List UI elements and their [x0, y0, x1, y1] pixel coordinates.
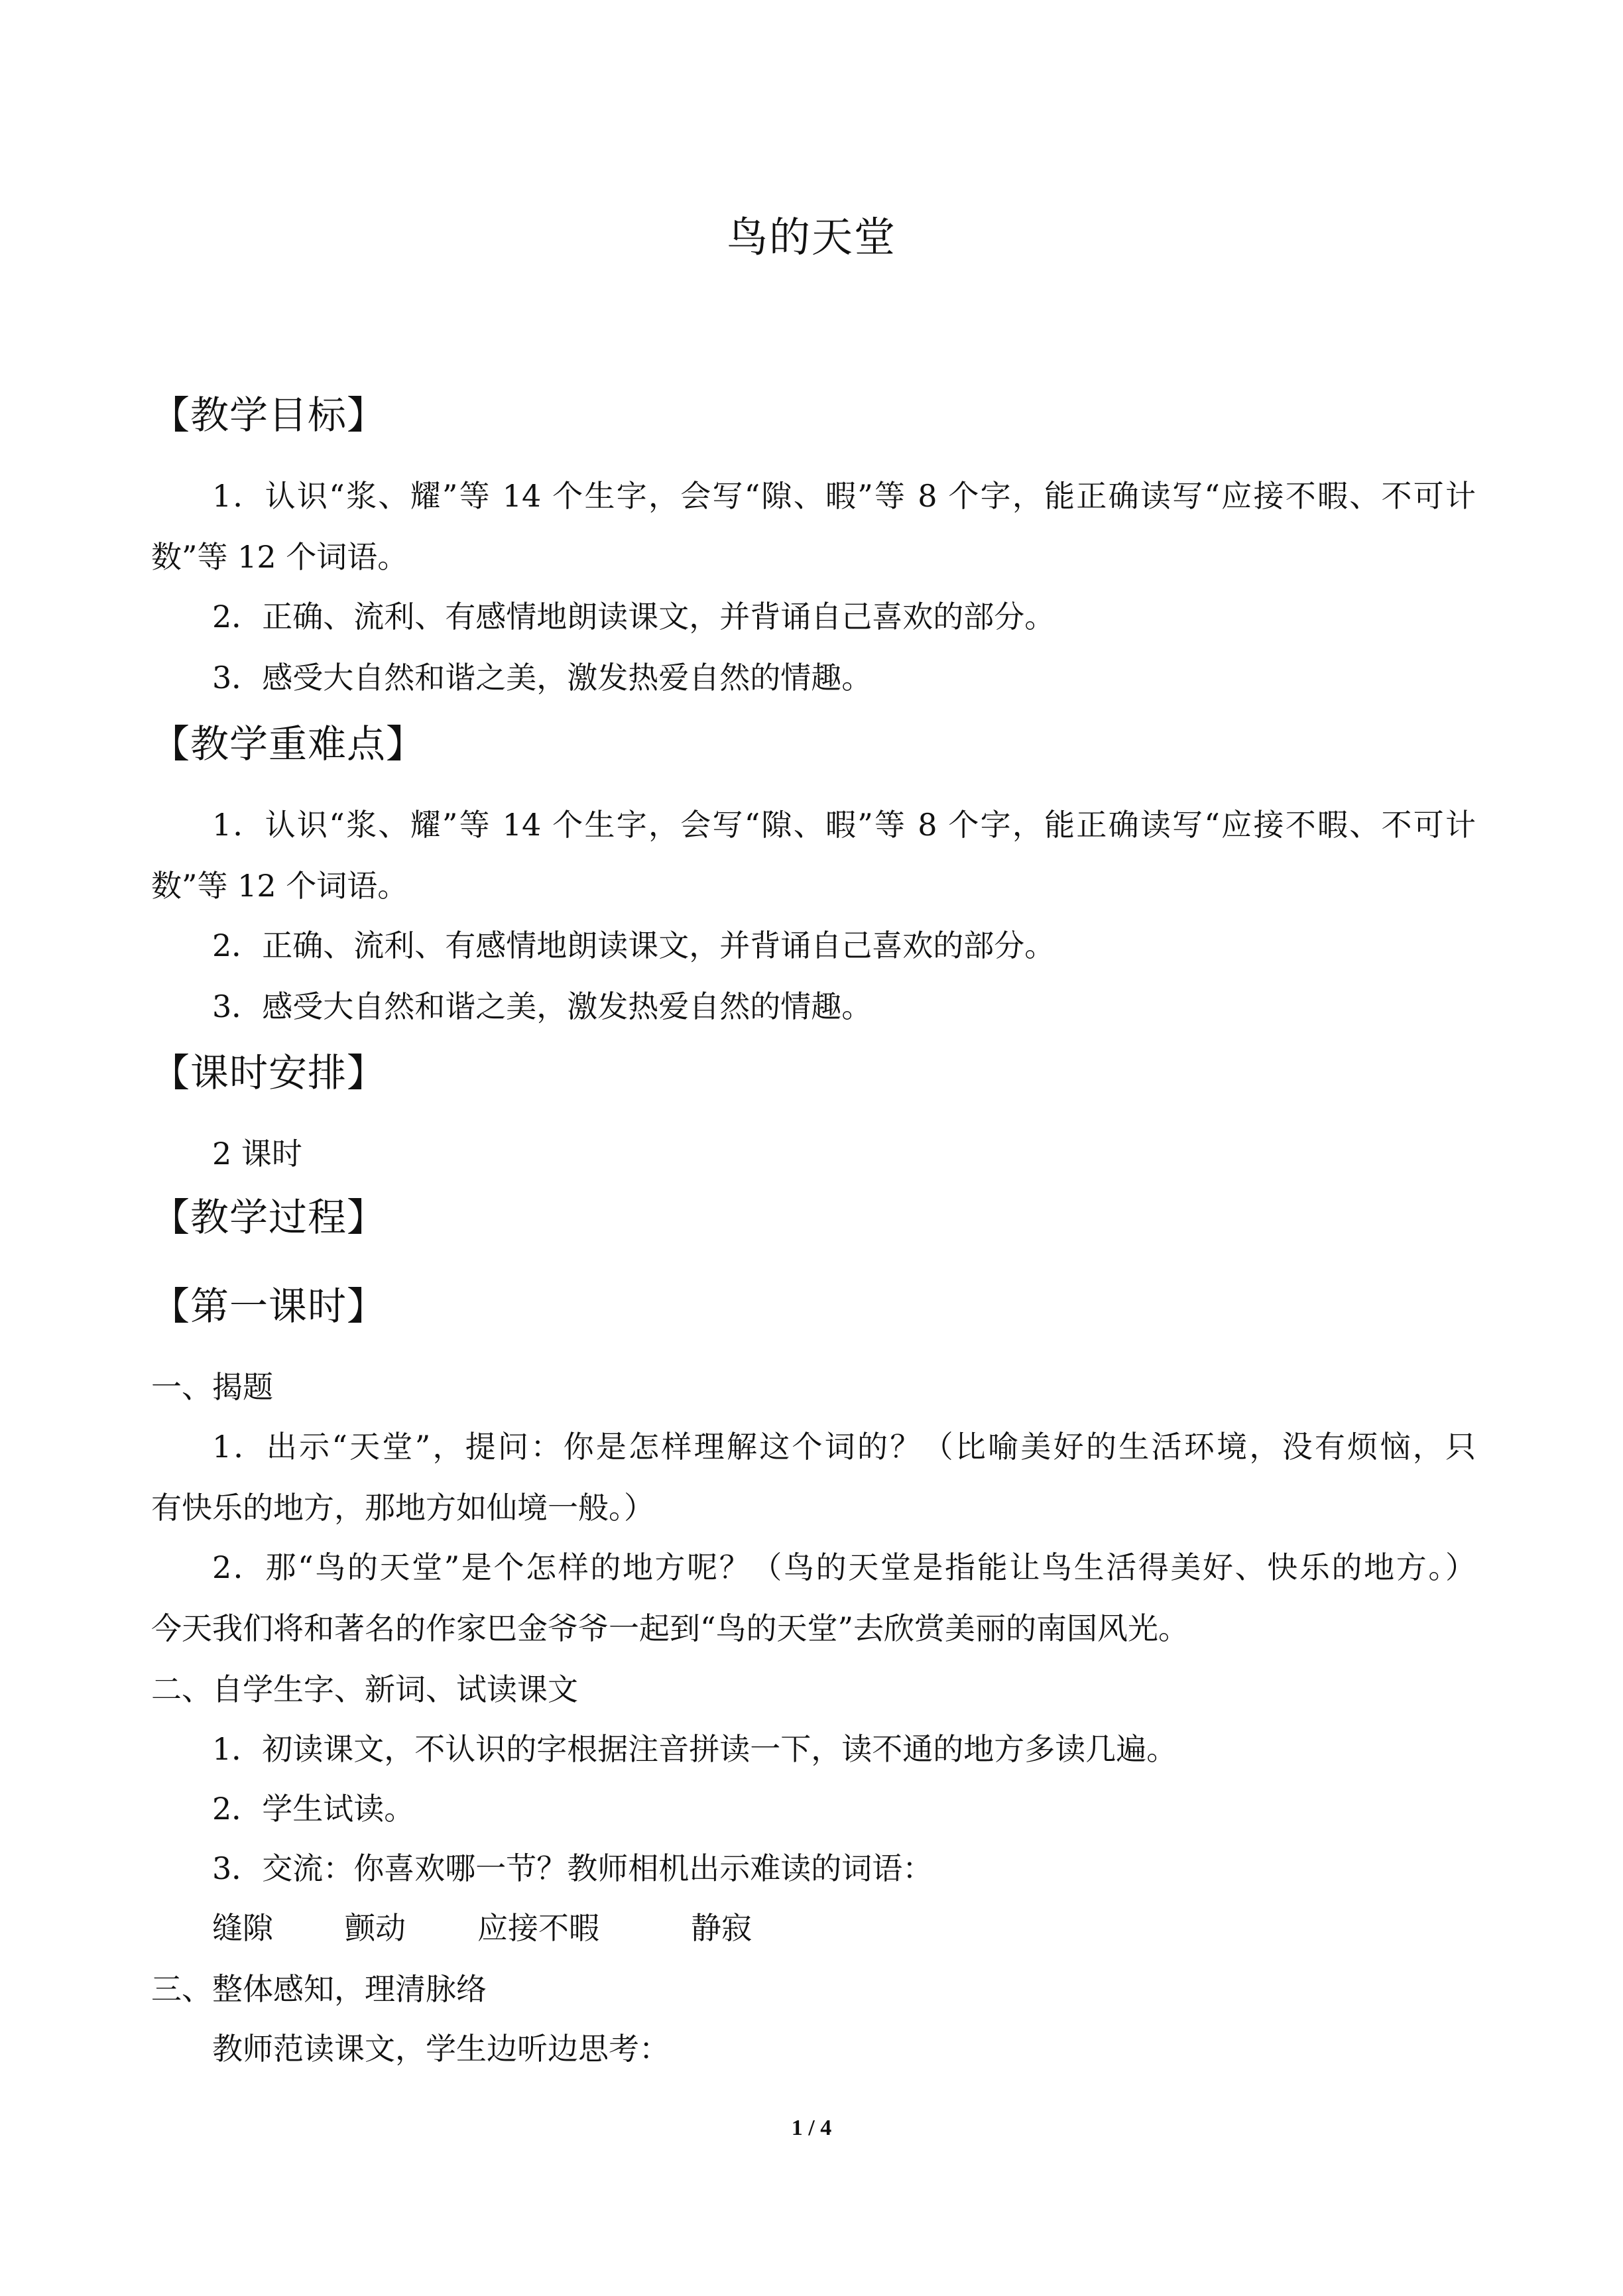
objectives-line-2: 数”等 12 个词语。: [151, 539, 408, 575]
key-points-line-4: 3．感受大自然和谐之美，激发热爱自然的情趣。: [212, 989, 872, 1024]
part2-line-2: 2．学生试读。: [212, 1791, 415, 1827]
part2-line-3: 3．交流：你喜欢哪一节？教师相机出示难读的词语：: [212, 1850, 933, 1886]
part2-line-1: 1．初读课文，不认识的字根据注音拼读一下，读不通的地方多读几遍。: [212, 1731, 1177, 1767]
part1-line-2: 有快乐的地方，那地方如仙境一般。）: [151, 1490, 654, 1526]
schedule-text: 2 课时: [212, 1136, 302, 1172]
part2-title: 二、自学生字、新词、试读课文: [151, 1671, 578, 1707]
part1-line-3: 2．那“鸟的天堂”是个怎样的地方呢？（鸟的天堂是指能让鸟生活得美好、快乐的地方。）: [212, 1549, 1476, 1585]
part3-line-1: 教师范读课文，学生边听边思考：: [212, 2031, 670, 2067]
vocab-word: 缝隙: [212, 1910, 273, 1946]
vocab-word: 颤动: [345, 1910, 406, 1946]
part1-title: 一、揭题: [151, 1369, 273, 1405]
first-lesson-heading: 【第一课时】: [151, 1284, 387, 1329]
part3-title: 三、整体感知，理清脉络: [151, 1971, 487, 2007]
objectives-heading: 【教学目标】: [151, 393, 387, 438]
objectives-line-1: 1．认识“浆、耀”等 14 个生字，会写“隙、暇”等 8 个字，能正确读写“应接不暇、不可计: [212, 478, 1476, 514]
key-points-line-2: 数”等 12 个词语。: [151, 868, 408, 904]
key-points-heading: 【教学重难点】: [151, 721, 426, 766]
page-number: 1 / 4: [791, 2116, 832, 2140]
vocab-word: 静寂: [691, 1910, 752, 1946]
process-heading: 【教学过程】: [151, 1195, 387, 1240]
key-points-line-1: 1．认识“浆、耀”等 14 个生字，会写“隙、暇”等 8 个字，能正确读写“应接不暇、不可计: [212, 807, 1476, 843]
vocab-word: 应接不暇: [477, 1910, 599, 1946]
page-title: 鸟的天堂: [726, 213, 896, 261]
part1-line-4: 今天我们将和著名的作家巴金爷爷一起到“鸟的天堂”去欣赏美丽的南国风光。: [151, 1610, 1189, 1646]
objectives-line-3: 2．正确、流利、有感情地朗读课文，并背诵自己喜欢的部分。: [212, 599, 1055, 634]
objectives-line-4: 3．感受大自然和谐之美，激发热爱自然的情趣。: [212, 660, 872, 695]
schedule-heading: 【课时安排】: [151, 1050, 387, 1095]
part1-line-1: 1．出示“天堂”，提问：你是怎样理解这个词的？（比喻美好的生活环境，没有烦恼，只: [212, 1429, 1476, 1465]
key-points-line-3: 2．正确、流利、有感情地朗读课文，并背诵自己喜欢的部分。: [212, 928, 1055, 963]
